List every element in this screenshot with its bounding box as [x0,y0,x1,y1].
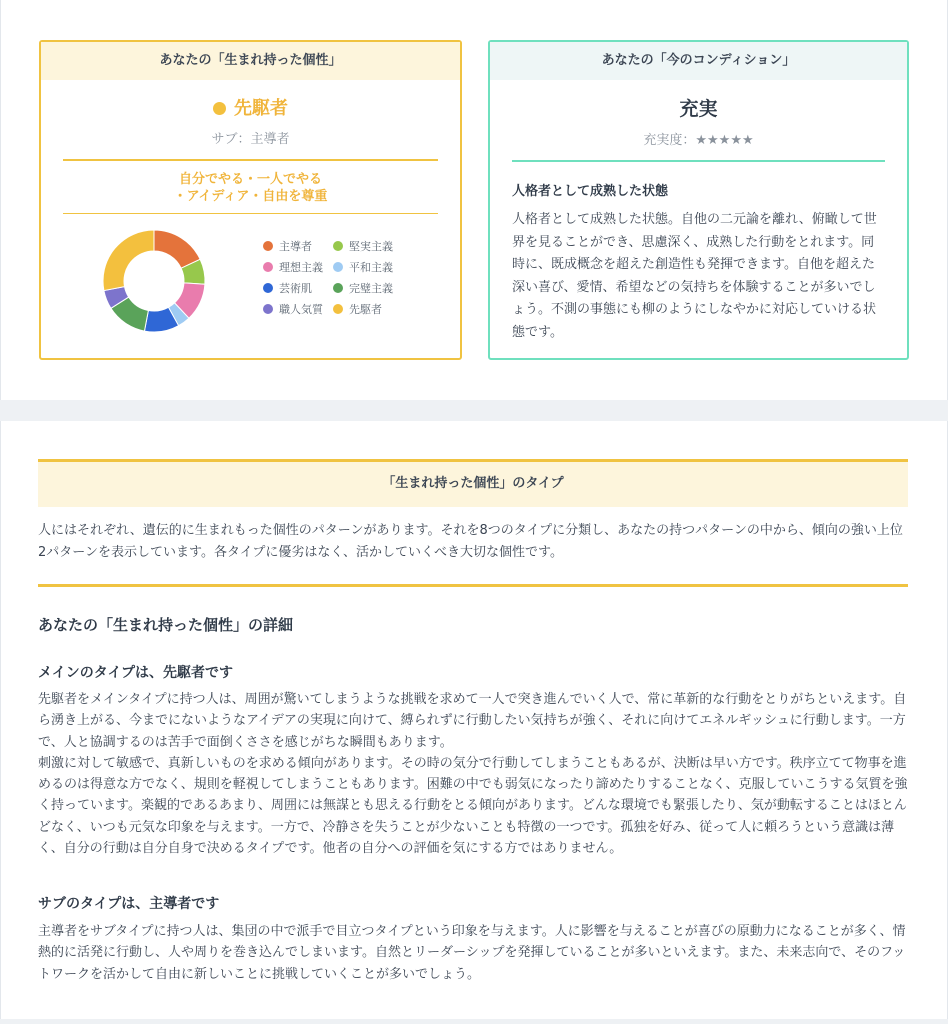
sub-paragraph: 主導者をサブタイプに持つ人は、集団の中で派手で目立つタイプという印象を与えます。人に影響を与えることが喜びの原動力になることが多く、情熱的に活発に行動し、人や周りを巻き込んでしまいます。自然とリーダーシップを発揮していることが多いといえます。また、未来志向で、そのフットワークを活かして自由に新しいことに挑戦していくことが多いでしょう。 [38,924,906,982]
legend-label: 理想主義 [279,261,323,274]
main-type-heading: メインのタイプは、先駆者です [38,665,234,681]
legend-item [333,238,413,255]
innate-card-header: あなたの「生まれ持った個性」 [41,42,460,80]
innate-personality-card [39,40,462,360]
type-keywords [41,171,460,205]
legend-item [263,301,333,318]
legend-dot-icon [333,241,343,251]
main-type-description [38,689,910,859]
condition-card [488,40,909,360]
rating-label: 充実度： [643,133,696,148]
legend-label: 主導者 [279,240,312,253]
donut-slice-8 [103,230,154,291]
sub-type: サブ：主導者 [211,132,290,147]
legend-label: 完璧主義 [349,282,393,295]
legend-label: 堅実主義 [349,240,393,253]
chart-legend [263,238,433,318]
detail-title: あなたの「生まれ持った個性」の詳細 [38,616,294,634]
legend-label: 芸術肌 [279,282,312,295]
legend-dot-icon [263,262,273,272]
main-paragraph-1: 先駆者をメインタイプに持つ人は、周囲が驚いてしまうような挑戦を求めて一人で突き進んでいく人で、常に革新的な行動をとりがちといえます。自ら湧き上がる、今までにないようなアイデアの実現に向けて、縛られずに行動したい気持ちが強く、それに向けてエネルギッシュに行動します。一方で、人と協調するのは苦手で面倒くささを感じがちな瞬間もあります。 [38,692,907,750]
legend-dot-icon [263,283,273,293]
personality-chart [41,214,460,342]
legend-item [333,280,413,297]
legend-dot-icon [263,241,273,251]
keywords-line-1: 自分でやる・一人でやる [178,172,322,187]
sub-type-heading: サブのタイプは、主導者です [38,896,220,912]
divider [63,159,438,161]
legend-item [333,259,413,276]
condition-description: 人格者として成熟した状態。自他の二元論を離れ、俯瞰して世界を見ることができ、思慮深く、成熟した行動をとれます。同時に、既成概念を超えた創造性も発揮できます。自他を超えた深い喜び、愛情、希望などの気持ちを体験することが多いでしょう。不測の事態にも柳のようにしなやかに対応していける状態です。 [512,212,877,340]
keywords-line-2: ・アイディア・自由を尊重 [173,189,328,204]
sub-type-description [38,921,910,985]
condition-rating [490,129,907,148]
legend-label: 先駆者 [349,303,382,316]
legend-dot-icon [333,304,343,314]
legend-dot-icon [333,262,343,272]
legend-label: 職人気質 [279,303,323,316]
legend-item [263,259,333,276]
types-intro: 人にはそれぞれ、遺伝的に生まれもった個性のパターンがあります。それを8つのタイプに分類し、あなたの持つパターンの中から、傾向の強い上位2パターンを表示しています。各タイプに優劣はなく、活かしていくべき大切な個性です。 [38,523,903,560]
condition-heading: 人格者として成熟した状態 [512,184,669,199]
legend-item [333,301,413,318]
legend-dot-icon [263,304,273,314]
main-type [41,94,460,120]
rating-stars-icon: ★★★★★ [695,133,754,148]
main-type-label: 先駆者 [234,98,288,119]
type-dot-icon [213,102,226,115]
condition-title: 充実 [679,98,718,120]
types-section-title: 「生まれ持った個性」のタイプ [38,459,908,507]
legend-dot-icon [333,283,343,293]
section-divider [38,584,908,587]
divider [512,160,885,162]
legend-label: 平和主義 [349,261,393,274]
condition-card-header: あなたの「今のコンディション」 [490,42,907,80]
main-paragraph-2: 刺激に対して敏感で、真新しいものを求める傾向があります。その時の気分で行動してしまうこともあるが、決断は早い方です。秩序立てて物事を進めるのは得意な方でなく、規則を軽視してしまうこともあります。困難の中でも弱気になったり諦めたりすることなく、克服していこうする気質を強く持っています。楽観的であるあまり、周囲には無謀とも思える行動をとる傾向があります。どんな環境でも緊張したり、気が動転することはほとんどなく、いつも元気な印象を与えます。一方で、冷静さを失うことが少ないことも特徴の一つです。孤独を好み、従って人に頼ろうという意識は薄く、自分の行動は自分自身で決めるタイプです。他者の自分への評価を気にする方ではありません。 [38,755,908,857]
personality-donut-chart [101,228,207,334]
summary-panel [0,0,948,400]
legend-item [263,280,333,297]
legend-item [263,238,333,255]
